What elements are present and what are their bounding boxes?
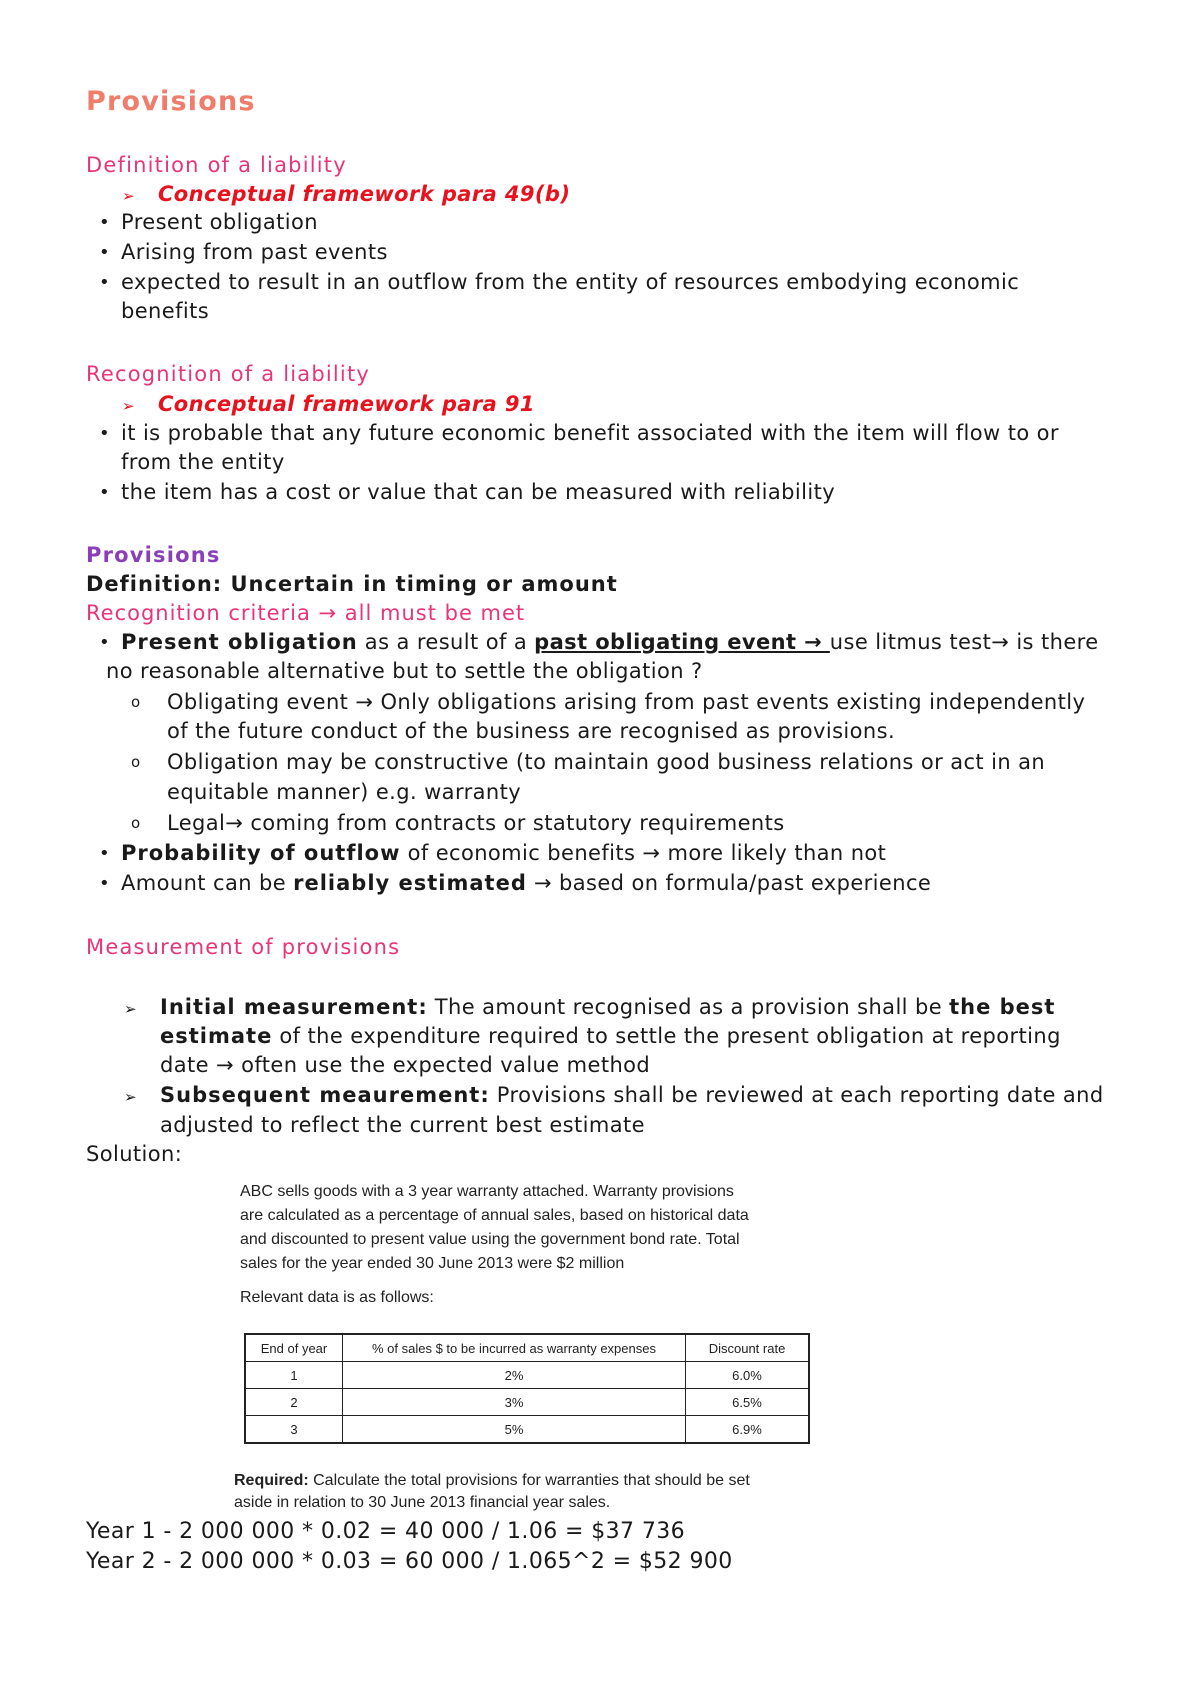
example-required: Required: Calculate the total provisions for warranties that should be set aside in relation to 30 June 2013 financial year sales. bbox=[234, 1472, 750, 1511]
heading-measurement: Measurement of provisions bbox=[86, 935, 401, 959]
list-item-probability: • Probability of outflow of economic benefits → more likely than not bbox=[121, 839, 886, 868]
list-item: • Present obligation bbox=[121, 208, 318, 237]
solution-label: Solution: bbox=[86, 1142, 183, 1166]
table-cell: 6.5% bbox=[686, 1389, 810, 1416]
sub-list-item: o Legal→ coming from contracts or statutory requirements bbox=[167, 809, 785, 838]
table-cell: 3% bbox=[343, 1389, 686, 1416]
list-item-subsequent-measurement: ➢ Subsequent meaurement: Provisions shall be reviewed at each reporting date and bbox=[160, 1081, 1104, 1110]
table-cell: 2 bbox=[245, 1389, 343, 1416]
heading-definition-liability: Definition of a liability bbox=[86, 153, 347, 177]
calc-year-1: Year 1 - 2 000 000 * 0.02 = 40 000 / 1.06 = $37 736 bbox=[86, 1519, 686, 1544]
list-item-continued: estimate of the expenditure required to settle the present obligation at reporting bbox=[160, 1024, 1061, 1048]
list-item-initial-measurement: ➢ Initial measurement: The amount recognised as a provision shall be the best bbox=[160, 993, 1055, 1022]
list-item-continued: no reasonable alternative but to settle the obligation ? bbox=[106, 659, 703, 683]
list-item-amount: • Amount can be reliably estimated → based on formula/past experience bbox=[121, 869, 931, 898]
list-item: • Arising from past events bbox=[121, 238, 388, 267]
list-item-continued: adjusted to reflect the current best estimate bbox=[160, 1113, 645, 1137]
sub-list-item-continued: of the future conduct of the business are recognised as provisions. bbox=[167, 719, 896, 743]
list-item-present-obligation: • Present obligation as a result of a past obligating event → use litmus test→ is there bbox=[121, 628, 1099, 657]
table-cell: 6.0% bbox=[686, 1362, 810, 1389]
calc-year-2: Year 2 - 2 000 000 * 0.03 = 60 000 / 1.065^2 = $52 900 bbox=[86, 1549, 733, 1574]
list-item-continued: date → often use the expected value method bbox=[160, 1053, 651, 1077]
col-header: % of sales $ to be incurred as warranty expenses bbox=[343, 1334, 686, 1362]
recognition-criteria: Recognition criteria → all must be met bbox=[86, 601, 526, 625]
list-item-continued: from the entity bbox=[121, 450, 285, 474]
example-text: ABC sells goods with a 3 year warranty attached. Warranty provisions bbox=[240, 1183, 734, 1200]
example-text: and discounted to present value using the government bond rate. Total bbox=[240, 1231, 740, 1248]
sub-list-item-continued: equitable manner) e.g. warranty bbox=[167, 780, 522, 804]
list-item: • the item has a cost or value that can be measured with reliability bbox=[121, 478, 835, 507]
page-title: Provisions bbox=[86, 86, 256, 117]
heading-provisions: Provisions bbox=[86, 543, 221, 567]
provisions-definition: Definition: Uncertain in timing or amount bbox=[86, 572, 618, 596]
table-cell: 3 bbox=[245, 1416, 343, 1444]
example-text: are calculated as a percentage of annual sales, based on historical data bbox=[240, 1207, 749, 1224]
warranty-table bbox=[244, 1333, 810, 1444]
col-header: End of year bbox=[245, 1334, 343, 1362]
heading-recognition-liability: Recognition of a liability bbox=[86, 362, 371, 386]
example-relevant-label: Relevant data is as follows: bbox=[240, 1289, 434, 1306]
ref-para-49b: ➢ Conceptual framework para 49(b) bbox=[158, 180, 570, 209]
list-item-continued: benefits bbox=[121, 299, 210, 323]
ref-para-91: ➢ Conceptual framework para 91 bbox=[158, 390, 535, 419]
table-cell: 2% bbox=[343, 1362, 686, 1389]
list-item: • expected to result in an outflow from the entity of resources embodying economic bbox=[121, 268, 1019, 297]
col-header: Discount rate bbox=[686, 1334, 810, 1362]
sub-list-item: o Obligation may be constructive (to maintain good business relations or act in an bbox=[167, 748, 1045, 777]
list-item: • it is probable that any future economic benefit associated with the item will flow to or bbox=[121, 419, 1059, 448]
table-cell: 6.9% bbox=[686, 1416, 810, 1444]
table-row bbox=[245, 1362, 809, 1389]
example-text: sales for the year ended 30 June 2013 were $2 million bbox=[240, 1255, 625, 1272]
table-row bbox=[245, 1416, 809, 1444]
table-row bbox=[245, 1389, 809, 1416]
sub-list-item: o Obligating event → Only obligations arising from past events existing independently bbox=[167, 688, 1085, 717]
table-header-row bbox=[245, 1334, 809, 1362]
table-cell: 1 bbox=[245, 1362, 343, 1389]
table-cell: 5% bbox=[343, 1416, 686, 1444]
example-image bbox=[234, 1180, 820, 1515]
